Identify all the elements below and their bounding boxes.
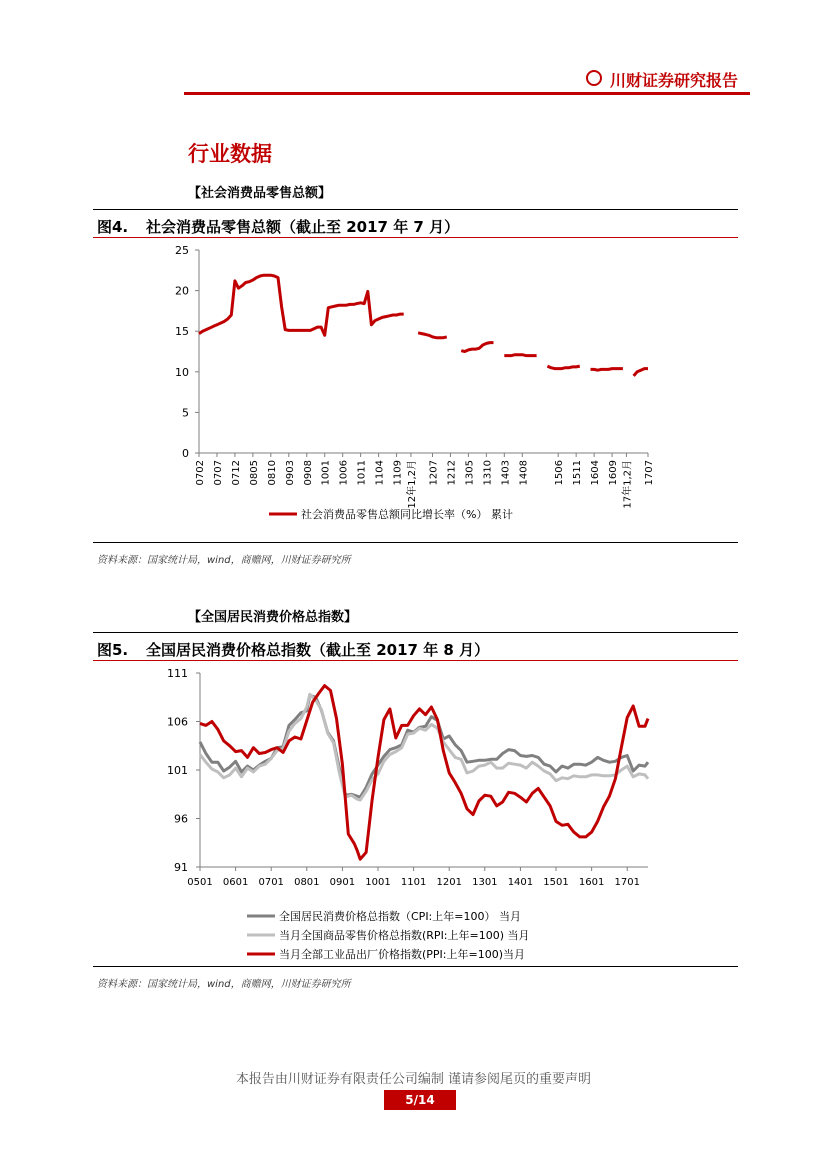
chart1-x-tick-label: 0805: [248, 460, 260, 486]
chart1-y-tick-label: 15: [175, 325, 189, 339]
chart1-series-line: [547, 366, 579, 369]
chart1-x-tick-label: 1011: [356, 460, 368, 486]
figure5-source: 资料来源：国家统计局，wind，商赡网，川财证券研究所: [97, 979, 351, 990]
chart1-x-tick-label: 0810: [266, 460, 278, 486]
chart2-x-tick-label: 0601: [222, 877, 249, 888]
chart2-x-tick-label: 1101: [400, 877, 427, 888]
chart2-lines: [200, 686, 648, 860]
chart1-x-tick-label: 1212: [446, 460, 458, 486]
chart1-svg: [93, 238, 738, 542]
chart2-svg: [93, 661, 738, 966]
figure4-bottom-rule: [93, 542, 738, 543]
figure4-top-rule: [93, 209, 738, 210]
chart1-x-tick-label: 1506: [554, 460, 566, 486]
chart2-y-tick-label: 111: [167, 667, 188, 680]
chart2-x-tick-label: 1301: [472, 877, 498, 888]
chart2-x-tick-label: 0501: [187, 877, 213, 888]
chart2-x-tick-label: 0901: [329, 877, 356, 888]
chart1-y-tick-label: 0: [182, 447, 189, 460]
chart1-x-tick-label: 1207: [428, 460, 440, 486]
chart1-y-tick-label: 20: [175, 284, 189, 298]
chart1-y-tick-label: 25: [175, 244, 189, 257]
chart2-y-tick-label: 91: [174, 861, 188, 874]
chart2-series-line-2: [200, 694, 648, 800]
chart1-legend: [269, 507, 513, 521]
chart1-x-tick-label: 1109: [392, 460, 404, 486]
chart1-x-tick-label: 1305: [464, 460, 476, 486]
chart1-x-tick-label: 1707: [644, 460, 655, 486]
chart1-x-tick-label: 1006: [338, 460, 350, 486]
chart2-subtitle: 【全国居民消费价格总指数】: [188, 610, 358, 625]
chart1-x-tick-label: 12年1,2月: [406, 460, 418, 509]
section-title: 行业数据: [188, 142, 272, 166]
chart1-series-line: [591, 369, 623, 371]
header-divider: [184, 92, 750, 95]
figure5-top-rule: [93, 632, 738, 633]
chart1-series-line: [418, 333, 447, 338]
figure5-number: 图5.: [97, 641, 129, 659]
chart1-series-line: [504, 355, 536, 356]
chart1-x-tick-label: 1403: [500, 460, 512, 486]
chart2-x-tick-label: 1001: [365, 877, 391, 888]
chart2-legend: [247, 909, 530, 961]
chart1-x-tick-label: 0702: [195, 460, 206, 486]
page-number: 5/14: [384, 1090, 456, 1110]
chart1-x-tick-label: 0707: [212, 460, 224, 486]
figure5-title: 全国居民消费价格总指数（截止至 2017 年 8 月）: [146, 641, 490, 659]
chart2-series-line-1: [200, 695, 648, 797]
chart1-x-tick-label: 1604: [590, 460, 602, 486]
footer-disclaimer: 本报告由川财证券有限责任公司编制 谨请参阅尾页的重要声明: [235, 1072, 592, 1087]
chart2-x-tick-label: 1201: [436, 877, 462, 888]
chart1-series-line: [461, 343, 493, 352]
chart1-lines: [199, 275, 648, 376]
chart1-x-tick-label: 0908: [302, 460, 314, 486]
chart2-legend-label: 全国居民消费价格总指数（CPI:上年=100） 当月: [279, 910, 521, 923]
chart2-x-tick-label: 0801: [294, 877, 320, 888]
chart1-x-tick-label: 1609: [608, 460, 620, 486]
chart1-x-tick-label: 1001: [320, 460, 332, 486]
chart2-y-tick-label: 101: [167, 764, 188, 777]
chart1-x-tick-label: 1511: [572, 460, 584, 486]
figure5-bottom-rule: [93, 966, 738, 967]
brand-name: 川财证券研究报告: [610, 71, 739, 90]
chart2-legend-label: 当月全部工业品出厂价格指数(PPI:上年=100)当月: [279, 948, 526, 961]
chart2-x-tick-label: 1401: [507, 877, 534, 888]
brand-logo-icon: [586, 70, 602, 86]
chart1-subtitle: 【社会消费品零售总额】: [188, 186, 332, 201]
chart2-legend-label: 当月全国商品零售价格总指数(RPI:上年=100) 当月: [279, 929, 530, 942]
chart1-series-line: [634, 369, 648, 376]
chart2-y-tick-label: 106: [167, 715, 188, 729]
chart1-x-tick-label: 17年1,2月: [622, 460, 634, 509]
chart1-x-tick-label: 1408: [518, 460, 530, 486]
chart1-y-tick-label: 10: [175, 365, 189, 379]
chart1-series-line: [199, 275, 404, 335]
chart2-y-tick-label: 96: [174, 812, 188, 826]
figure4-title: 社会消费品零售总额（截止至 2017 年 7 月）: [146, 218, 460, 236]
chart2-x-tick-label: 0701: [258, 877, 284, 888]
chart1-x-tick-label: 1310: [482, 460, 494, 486]
chart1-x-tick-label: 1104: [374, 460, 386, 486]
figure4-source: 资料来源：国家统计局，wind，商赡网，川财证券研究所: [97, 555, 351, 566]
chart2-x-tick-label: 1601: [578, 877, 605, 888]
chart1-x-tick-label: 0903: [284, 460, 296, 486]
chart1-y-tick-label: 5: [182, 406, 189, 420]
chart2-x-tick-label: 1501: [543, 877, 569, 888]
chart2-series-line-3: [200, 686, 648, 860]
chart2-x-tick-label: 1701: [614, 877, 640, 888]
chart1-x-tick-label: 0712: [230, 460, 242, 486]
figure4-number: 图4.: [97, 218, 129, 236]
chart1-legend-label: 社会消费品零售总额同比增长率（%） 累计: [301, 508, 513, 521]
